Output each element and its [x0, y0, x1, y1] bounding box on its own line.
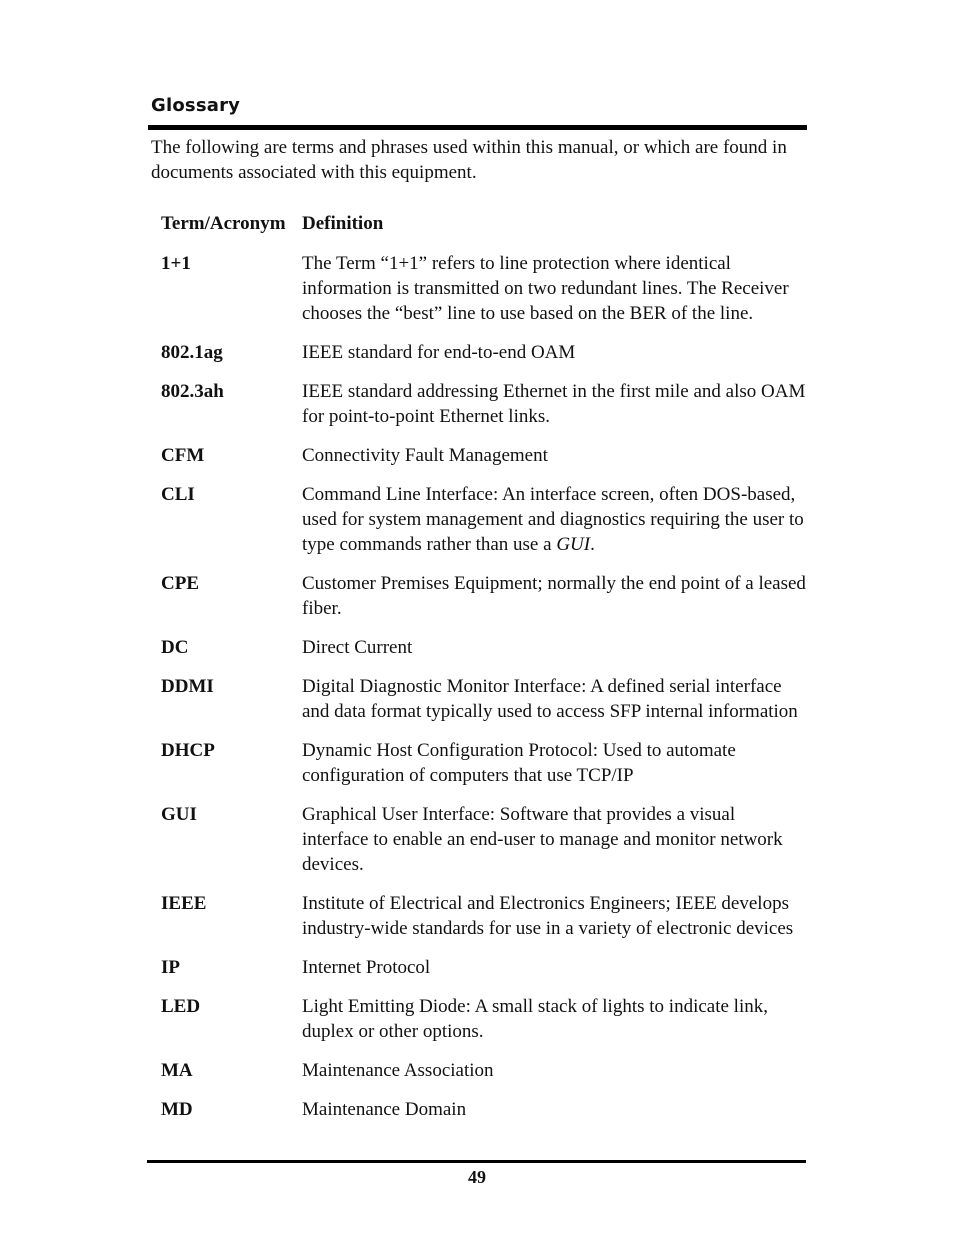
glossary-definition: The Term “1+1” refers to line protection where identical information is transmitted on two redundant lines. The Receiver chooses the “best” line to use based on the BER of the line.: [302, 253, 789, 324]
definition-italic-term: GUI: [556, 534, 591, 555]
glossary-term: CPE: [161, 573, 199, 594]
glossary-row: [161, 738, 806, 788]
glossary-row: [161, 994, 806, 1044]
definition-text-end: .: [590, 534, 595, 555]
definition-column-header: Definition: [302, 213, 384, 234]
glossary-term: LED: [161, 996, 201, 1017]
glossary-definition: Light Emitting Diode: A small stack of lights to indicate link, duplex or other options.: [302, 996, 768, 1042]
glossary-definition: IEEE standard addressing Ethernet in the first mile and also OAM for point-to-point Ethernet links.: [302, 381, 806, 427]
glossary-term: CFM: [161, 445, 205, 466]
definition-text: Command Line Interface: An interface screen, often DOS-based, used for system management and diagnostics requiring the user to type commands rather than use a: [302, 484, 804, 555]
glossary-row: [161, 802, 806, 877]
glossary-definition: Digital Diagnostic Monitor Interface: A defined serial interface and data format typically used to access SFP internal information: [302, 676, 798, 722]
glossary-definition: Graphical User Interface: Software that provides a visual interface to enable an end-user to manage and monitor network devices.: [302, 804, 783, 875]
glossary-row: [161, 955, 806, 980]
glossary-term: MA: [161, 1060, 193, 1081]
footer-rule: [147, 1160, 806, 1163]
glossary-definition: [302, 482, 806, 557]
glossary-definition: IEEE standard for end-to-end OAM: [302, 342, 576, 363]
glossary-row: [161, 379, 806, 429]
title-rule: [148, 125, 807, 130]
glossary-term: 802.1ag: [161, 342, 223, 363]
glossary-term: DC: [161, 637, 189, 658]
glossary-row: [161, 571, 806, 621]
intro-paragraph: The following are terms and phrases used within this manual, or which are found in documents associated with this equipment.: [151, 137, 787, 183]
glossary-term: MD: [161, 1099, 193, 1120]
glossary-row: [161, 891, 806, 941]
glossary-row: [161, 1097, 806, 1122]
page-title: Glossary: [151, 95, 241, 116]
glossary-table: [161, 211, 806, 1136]
glossary-row: [161, 674, 806, 724]
glossary-term: DDMI: [161, 676, 214, 697]
glossary-definition: Maintenance Association: [302, 1060, 494, 1081]
glossary-term: IP: [161, 957, 180, 978]
glossary-row: [161, 635, 806, 660]
glossary-term: CLI: [161, 484, 195, 505]
glossary-row: [161, 340, 806, 365]
glossary-row: [161, 443, 806, 468]
glossary-row: [161, 251, 806, 326]
glossary-definition: Dynamic Host Configuration Protocol: Used to automate configuration of computers that use TCP/IP: [302, 740, 736, 786]
glossary-term: DHCP: [161, 740, 215, 761]
glossary-definition: Connectivity Fault Management: [302, 445, 548, 466]
glossary-term: 802.3ah: [161, 381, 224, 402]
glossary-definition: Internet Protocol: [302, 957, 431, 978]
glossary-term: IEEE: [161, 893, 207, 914]
glossary-definition: Customer Premises Equipment; normally the end point of a leased fiber.: [302, 573, 806, 619]
glossary-definition: Maintenance Domain: [302, 1099, 467, 1120]
term-column-header: Term/Acronym: [161, 213, 286, 234]
glossary-term: GUI: [161, 804, 197, 825]
page-number: 49: [468, 1167, 486, 1187]
glossary-definition: Direct Current: [302, 637, 413, 658]
glossary-definition: Institute of Electrical and Electronics Engineers; IEEE develops industry-wide standards for use in a variety of electronic devices: [302, 893, 794, 939]
glossary-row: [161, 482, 806, 557]
glossary-header-row: [161, 211, 806, 236]
glossary-row: [161, 1058, 806, 1083]
glossary-term: 1+1: [161, 253, 191, 274]
